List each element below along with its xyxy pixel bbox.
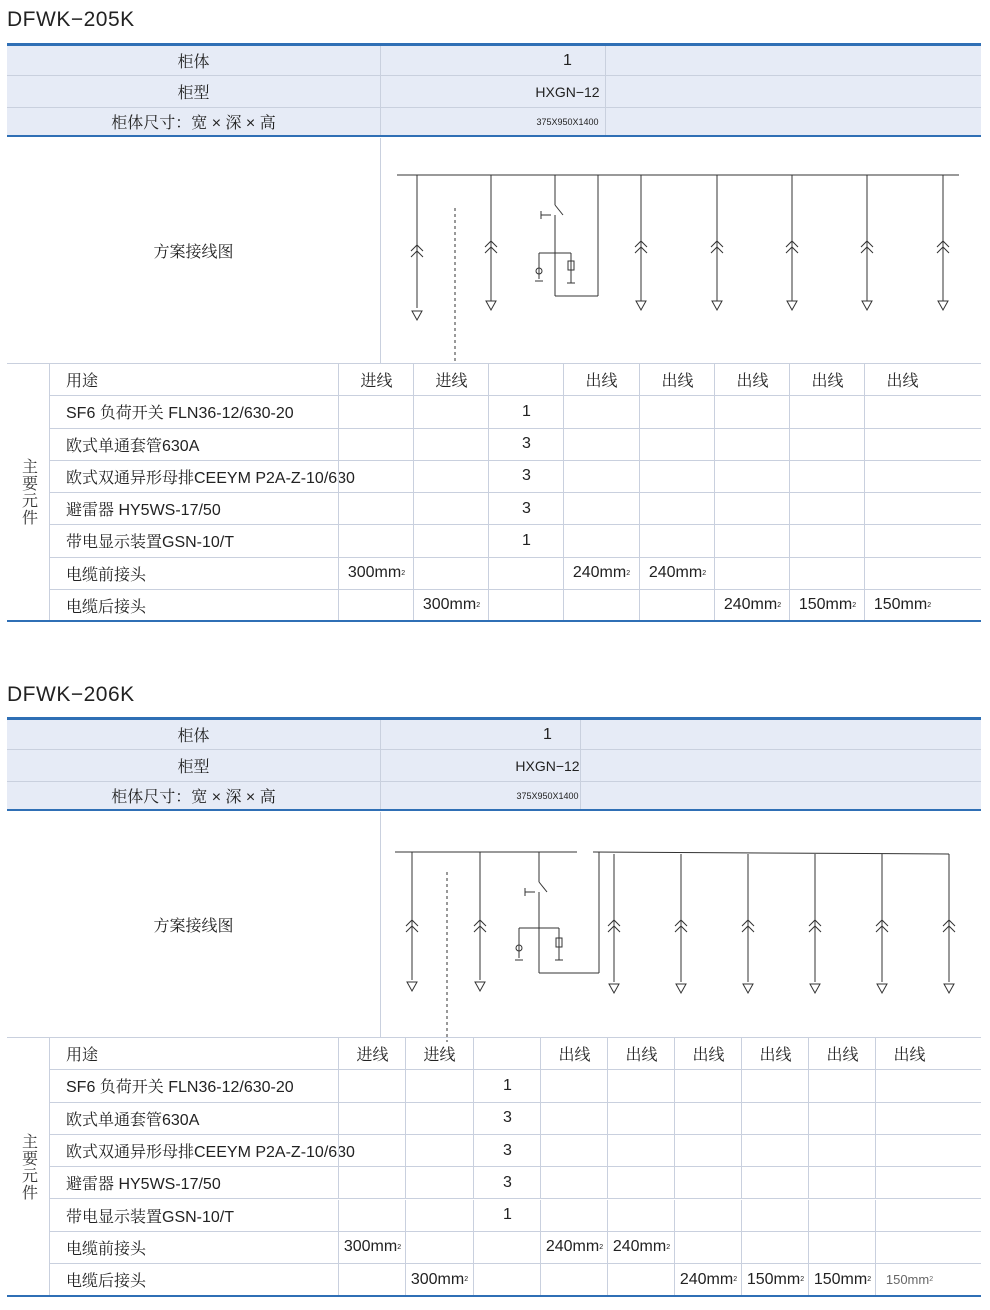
feeder-outgoing-2	[711, 175, 723, 310]
feeder-outgoing-5	[876, 854, 888, 993]
load-switch-unit	[515, 852, 599, 973]
component-row	[49, 525, 981, 557]
table-cell	[714, 558, 790, 589]
table-cell	[405, 1103, 473, 1134]
section-title: DFWK−206K	[7, 683, 135, 706]
table-cell	[607, 1167, 675, 1198]
table-cell	[338, 1200, 406, 1231]
spec-sheet	[7, 717, 981, 1300]
table-cell: 300mm 2	[338, 1232, 406, 1263]
table-cell	[789, 493, 865, 524]
table-cell: 出线	[789, 364, 865, 395]
feeder-incoming-1	[406, 852, 418, 991]
component-row	[49, 396, 981, 428]
cable-front-row	[49, 558, 981, 590]
table-cell	[639, 525, 715, 556]
busbar-right	[593, 852, 949, 854]
table-cell: 150mm 2	[875, 1264, 943, 1295]
component-row	[49, 1167, 981, 1199]
table-cell	[741, 1200, 809, 1231]
table-cell: 进线	[338, 1038, 406, 1069]
header-row-size	[7, 782, 981, 811]
table-cell	[540, 1264, 608, 1295]
component-row	[49, 1103, 981, 1135]
table-cell: 240mm 2	[674, 1264, 742, 1295]
feeder-outgoing-5	[937, 175, 949, 310]
table-cell	[789, 558, 865, 589]
table-cell	[864, 525, 940, 556]
table-cell: 出线	[864, 364, 940, 395]
cable-rear-row	[49, 590, 981, 621]
table-cell	[607, 1135, 675, 1166]
table-cell: 进线	[405, 1038, 473, 1069]
row-label: 带电显示装置GSN-10/T	[66, 534, 235, 552]
component-row	[49, 493, 981, 525]
feeder-outgoing-1	[635, 175, 647, 310]
table-cell: 出线	[540, 1038, 608, 1069]
table-cell	[563, 525, 639, 556]
feeder-outgoing-3	[786, 175, 798, 310]
table-cell	[607, 1103, 675, 1134]
table-cell	[875, 1103, 943, 1134]
table-cell	[741, 1135, 809, 1166]
table-cell	[405, 1135, 473, 1166]
table-cell	[540, 1200, 608, 1231]
table-cell: 进线	[338, 364, 414, 395]
table-cell	[405, 1167, 473, 1198]
table-cell	[714, 396, 790, 427]
table-cell: 240mm 2	[540, 1232, 608, 1263]
table-cell	[864, 461, 940, 492]
table-cell	[808, 1070, 876, 1101]
bottom-rule	[7, 620, 981, 622]
table-cell	[741, 1232, 809, 1263]
table-cell	[808, 1103, 876, 1134]
row-label: 用途	[66, 1047, 99, 1065]
table-cell	[808, 1167, 876, 1198]
table-cell	[639, 461, 715, 492]
table-cell	[338, 1135, 406, 1166]
wiring-diagram	[387, 163, 977, 363]
row-label: SF6 负荷开关 FLN36-12/630-20	[66, 405, 294, 423]
table-cell: 240mm 2	[714, 590, 790, 621]
spec-sheet	[7, 43, 981, 623]
table-cell	[789, 396, 865, 427]
wiring-diagram	[387, 842, 977, 1042]
feeder-outgoing-4	[861, 175, 873, 310]
row-label: 电缆前接头	[66, 566, 147, 584]
table-cell	[808, 1135, 876, 1166]
table-cell	[714, 429, 790, 460]
row-label: 避雷器 HY5WS-17/50	[66, 1176, 221, 1194]
table-cell	[674, 1167, 742, 1198]
type-label: 柜型	[7, 750, 381, 781]
table-cell	[864, 429, 940, 460]
table-cell	[413, 461, 489, 492]
size-label: 柜体尺寸：宽 × 深 × 高	[7, 108, 381, 135]
row-label: 电缆前接头	[66, 1240, 147, 1258]
table-cell	[540, 1167, 608, 1198]
table-cell	[674, 1103, 742, 1134]
table-cell	[714, 493, 790, 524]
type-value: HXGN−12	[530, 76, 606, 107]
table-cell	[741, 1103, 809, 1134]
table-cell	[607, 1264, 675, 1295]
bottom-rule	[7, 1295, 981, 1297]
table-cell	[488, 364, 564, 395]
side-label	[7, 364, 50, 620]
table-cell	[875, 1167, 943, 1198]
header-row-type	[7, 750, 981, 782]
table-cell	[405, 1200, 473, 1231]
cable-rear-row	[49, 1264, 981, 1295]
table-cell: 1	[488, 396, 564, 427]
table-cell	[714, 525, 790, 556]
diagram-label: 方案接线图	[153, 244, 234, 261]
side-label-text: 主要元件	[19, 458, 37, 526]
size-label: 柜体尺寸：宽 × 深 × 高	[7, 782, 381, 809]
component-row	[49, 461, 981, 493]
cabinet-label: 柜体	[7, 46, 381, 75]
table-cell: 进线	[413, 364, 489, 395]
table-cell	[338, 1167, 406, 1198]
table-cell	[540, 1135, 608, 1166]
table-cell	[338, 1103, 406, 1134]
feeder-outgoing-2	[675, 854, 687, 993]
table-cell	[875, 1070, 943, 1101]
table-cell: 出线	[875, 1038, 943, 1069]
table-cell	[639, 429, 715, 460]
feeder-outgoing-6	[943, 854, 955, 993]
table-cell: 3	[488, 461, 564, 492]
row-label: 用途	[66, 373, 99, 391]
type-value: HXGN−12	[515, 750, 581, 781]
table-cell: 240mm 2	[639, 558, 715, 589]
table-cell: 3	[473, 1103, 541, 1134]
header-row-cabinet	[7, 720, 981, 750]
row-label: 电缆后接头	[66, 598, 147, 616]
component-row	[49, 1135, 981, 1167]
table-cell	[714, 461, 790, 492]
table-cell	[405, 1070, 473, 1101]
divider	[380, 138, 381, 363]
feeder-outgoing-4	[809, 854, 821, 993]
table-cell: 1	[473, 1200, 541, 1231]
header-row-cabinet	[7, 46, 981, 76]
component-row	[49, 429, 981, 461]
table-cell	[639, 493, 715, 524]
table-cell	[473, 1232, 541, 1263]
table-cell	[741, 1167, 809, 1198]
table-cell: 3	[473, 1167, 541, 1198]
table-cell	[563, 590, 639, 621]
cabinet-label: 柜体	[7, 720, 381, 749]
table-cell	[789, 461, 865, 492]
table-cell: 300mm 2	[413, 590, 489, 621]
divider	[380, 812, 381, 1037]
table-cell	[413, 429, 489, 460]
row-label: 欧式单通套管630A	[66, 1111, 200, 1129]
table-cell: 300mm 2	[405, 1264, 473, 1295]
table-cell	[338, 1070, 406, 1101]
table-cell	[674, 1200, 742, 1231]
cable-front-row	[49, 1232, 981, 1264]
component-row	[49, 1200, 981, 1232]
size-value: 375X950X1400	[530, 108, 606, 135]
usage-row	[49, 364, 981, 396]
header-row-size	[7, 108, 981, 137]
table-cell: 3	[488, 429, 564, 460]
header-row-type	[7, 76, 981, 108]
table-cell	[607, 1070, 675, 1101]
row-label: 避雷器 HY5WS-17/50	[66, 502, 221, 520]
row-label: SF6 负荷开关 FLN36-12/630-20	[66, 1079, 294, 1097]
feeder-incoming-2	[485, 175, 497, 310]
table-cell	[563, 429, 639, 460]
table-cell	[473, 1264, 541, 1295]
table-cell	[413, 558, 489, 589]
table-cell	[338, 493, 414, 524]
table-cell	[808, 1232, 876, 1263]
table-cell: 1	[473, 1070, 541, 1101]
diagram-label: 方案接线图	[153, 918, 234, 935]
component-row	[49, 1070, 981, 1102]
table-cell	[808, 1200, 876, 1231]
row-label: 电缆后接头	[66, 1273, 147, 1291]
section-title: DFWK−205K	[7, 8, 135, 31]
load-switch-unit	[535, 175, 598, 296]
table-cell	[563, 396, 639, 427]
table-cell	[864, 493, 940, 524]
table-cell: 150mm 2	[741, 1264, 809, 1295]
table-cell	[473, 1038, 541, 1069]
table-cell	[875, 1232, 943, 1263]
feeder-outgoing-1	[608, 854, 620, 993]
table-cell	[563, 493, 639, 524]
table-cell	[338, 525, 414, 556]
size-value: 375X950X1400	[515, 782, 581, 809]
table-cell: 出线	[563, 364, 639, 395]
table-cell	[639, 396, 715, 427]
table-cell	[338, 461, 414, 492]
table-cell: 300mm 2	[338, 558, 414, 589]
row-label: 欧式双通异形母排CEEYM P2A-Z-10/630	[66, 1144, 355, 1162]
table-cell	[741, 1070, 809, 1101]
cabinet-value: 1	[515, 720, 581, 749]
cabinet-value: 1	[530, 46, 606, 75]
table-cell: 出线	[714, 364, 790, 395]
table-cell	[413, 525, 489, 556]
table-cell	[674, 1232, 742, 1263]
table-cell	[607, 1200, 675, 1231]
table-cell	[338, 1264, 406, 1295]
type-label: 柜型	[7, 76, 381, 107]
table-cell: 出线	[674, 1038, 742, 1069]
table-cell	[413, 493, 489, 524]
table-cell: 150mm 2	[789, 590, 865, 621]
table-cell	[413, 396, 489, 427]
table-cell: 出线	[741, 1038, 809, 1069]
feeder-incoming-2	[474, 852, 486, 991]
table-cell	[540, 1103, 608, 1134]
side-label-text: 主要元件	[19, 1132, 37, 1201]
table-cell	[540, 1070, 608, 1101]
table-cell: 150mm 2	[808, 1264, 876, 1295]
feeder-outgoing-3	[742, 854, 754, 993]
table-cell	[338, 396, 414, 427]
table-cell: 出线	[607, 1038, 675, 1069]
table-cell	[563, 461, 639, 492]
table-cell	[674, 1135, 742, 1166]
table-cell	[674, 1070, 742, 1101]
table-cell	[338, 590, 414, 621]
table-cell	[875, 1135, 943, 1166]
table-cell: 1	[488, 525, 564, 556]
side-label	[7, 1038, 50, 1295]
table-cell	[875, 1200, 943, 1231]
table-cell: 出线	[808, 1038, 876, 1069]
table-cell: 240mm 2	[563, 558, 639, 589]
feeder-incoming-1	[411, 175, 423, 320]
table-cell: 3	[488, 493, 564, 524]
usage-row	[49, 1038, 981, 1070]
table-cell	[488, 590, 564, 621]
table-cell	[338, 429, 414, 460]
row-label: 带电显示装置GSN-10/T	[66, 1208, 235, 1226]
table-cell: 3	[473, 1135, 541, 1166]
table-cell: 240mm 2	[607, 1232, 675, 1263]
row-label: 欧式双通异形母排CEEYM P2A-Z-10/630	[66, 469, 355, 487]
table-cell	[488, 558, 564, 589]
table-cell	[789, 525, 865, 556]
table-cell	[864, 396, 940, 427]
table-cell	[789, 429, 865, 460]
table-cell	[864, 558, 940, 589]
table-cell: 出线	[639, 364, 715, 395]
table-cell	[639, 590, 715, 621]
table-cell: 150mm 2	[864, 590, 940, 621]
table-cell	[405, 1232, 473, 1263]
row-label: 欧式单通套管630A	[66, 437, 200, 455]
